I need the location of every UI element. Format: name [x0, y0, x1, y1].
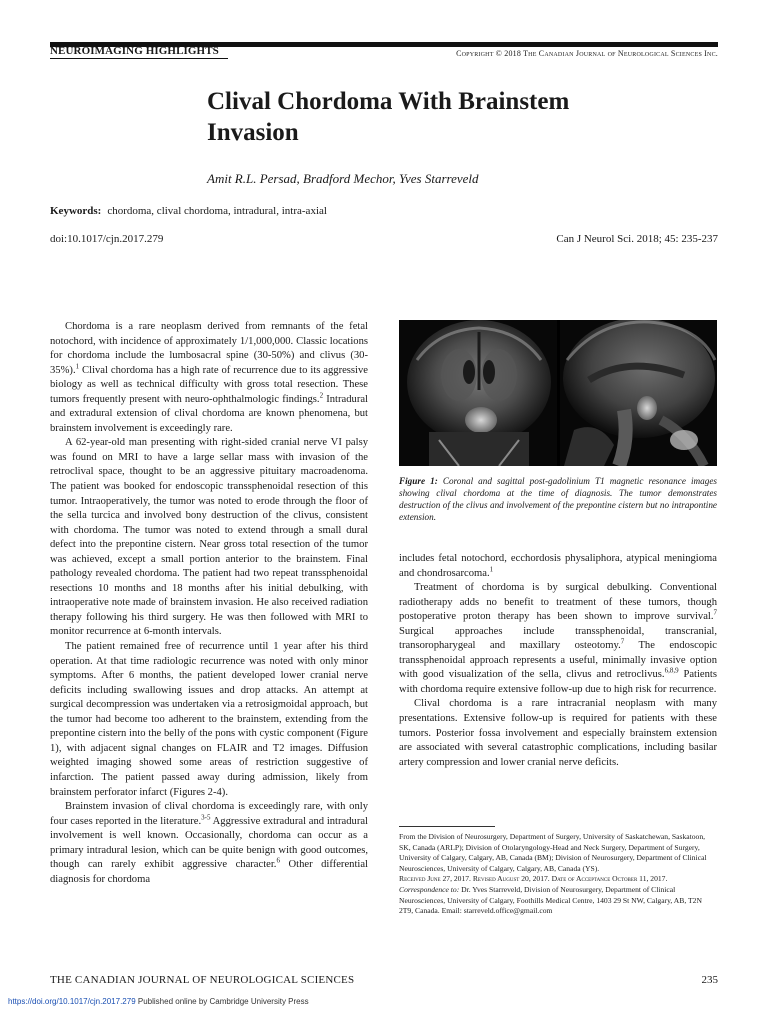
paragraph: Treatment of chordoma is by surgical debulking. Conventional radiotherapy adds no benefit to treatment of these tumors, though postoperative proton therapy has been shown to improve survival.$^7$ Surgical approaches include transsphenoidal, transcranial, transoropharygeal and maxillary osteotomy.$^7$ The endoscopic transsphenoidal approach represents a useful, minimally invasive option with good visualization of the sella, clivus and retroclivus.$^{6,8,9}$ Patients with chordoma require extensive follow-up due to high risk for recurrence.: [399, 582, 718, 695]
publication-line: [8, 997, 309, 1006]
affiliation-text: From the Division of Neurosurgery, Department of Surgery, University of Saskatchewan, Saskatoon, SK, Canada (ARLP); Division of Otolaryngology-Head and Neck Surgery, Department of Surgery, University of Calgary, Calgary, AB, Canada (BM); Division of Neurosurgery, Department of Clinical Neurosciences, University of Calgary, Calgary, AB, Canada (YS).: [399, 832, 707, 873]
received-dates: Received June 27, 2017. Revised August 20, 2017. Date of Acceptance October 11, 2017.: [399, 874, 668, 884]
figure-label: Figure 1:: [399, 476, 438, 486]
section-underline: [50, 58, 228, 59]
paragraph: Brainstem invasion of clival chordoma is exceedingly rare, with only four cases reported in the literature.$^{3-5}$ Aggressive extradural and intradural involvement is well known. Occasionally, chordoma can occur as a primary intradural lesion, which can be quite benign with good outcomes, though can rarely exhibit aggressive character.$^6$ Other differential diagnosis for chordoma: [50, 801, 368, 885]
reference-superscript: 2: [319, 391, 324, 400]
body-right-column: [399, 552, 717, 770]
footnote-rule: [399, 826, 495, 827]
paragraph: A 62-year-old man presenting with right-sided cranial nerve VI palsy was found on MRI to have a large sellar mass with invasion of the retroclival space, thought to be an aggressive pituitary macroadenoma. The patient was booked for endoscopic transsphenoidal resection of this tumor. Intraoperatively, the tumor was noted to erode through the floor of the sella turcica and involved bony destruction of the clivus, consistent with chordoma. The tumor was noted to extend through a small dural defect into the prepontine cistern. Near gross total resection of the tumor was achieved, except a small portion anterior to the brainstem. Final pathology revealed chordoma. The patient had two repeat transsphenoidal resections 10 months and 18 months after his initial debulking, with intraoperative note made of brainstem invasion. He also received radiation therapy following his third surgery. He was then followed with MRI to monitor recurrence at 6-month intervals.: [50, 437, 368, 638]
correspondence-text: Dr. Yves Starreveld, Division of Neurosurgery, Department of Clinical Neurosciences, University of Calgary, Foothills Medical Centre, 1403 29 St NW, Calgary, AB, T2N 2T9, Canada. Email: starreveld.office@gmail.com: [399, 884, 702, 916]
author-list: Amit R.L. Persad, Bradford Mechor, Yves Starreveld: [207, 171, 479, 186]
reference-superscript: 1: [75, 362, 80, 371]
paragraph: includes fetal notochord, ecchordosis physaliphora, atypical meningioma and chondrosarcoma.$^1$: [399, 553, 717, 579]
article-title: [207, 86, 677, 148]
reference-superscript: 3-5: [201, 813, 211, 822]
section-label: NEUROIMAGING HIGHLIGHTS: [50, 45, 219, 57]
body-left-column: [50, 320, 368, 887]
reference-superscript: 1: [489, 565, 494, 574]
mri-figure: [399, 320, 717, 466]
paragraph: Chordoma is a rare neoplasm derived from remnants of the fetal notochord, with incidence of approximately 1/1,000,000. Classic locations for chordoma include the lumbosacral spine (30-50%) and clivus (30-35%).$^1$ Clival chordoma has a high rate of recurrence due to its aggressive biology as well as technical difficulty with gross total resection. These tumors frequently present with neuro-ophthalmologic findings.$^2$ Intradural and extradural extension of clival chordoma are known phenomena, but brainstem involvement is exceedingly rare.: [50, 321, 368, 434]
title-line-1: Clival Chordoma With Brainstem: [207, 88, 570, 115]
doi: doi:10.1017/cjn.2017.279: [50, 233, 164, 245]
reference-superscript: 6,8,9: [664, 666, 679, 675]
paragraph: Clival chordoma is a rare intracranial neoplasm with many presentations. Extensive follow-up is required for patients with these tumors. Posterior fossa involvement and especially brainstem extension are associated with several catastrophic complications, including basilar artery compression and lower cranial nerve deficits.: [399, 698, 717, 768]
reference-superscript: 6: [276, 856, 280, 865]
mri-images: [399, 320, 717, 466]
correspondence-label: Correspondence to:: [399, 884, 460, 894]
copyright-line: Copyright © 2018 The Canadian Journal of Neurological Sciences Inc.: [456, 49, 718, 58]
figure-caption: [399, 475, 717, 523]
publisher-text: Published online by Cambridge University Press: [135, 997, 309, 1006]
keywords: [50, 205, 327, 217]
keywords-text: chordoma, clival chordoma, intradural, intra-axial: [107, 205, 327, 217]
affiliation-block: [399, 832, 717, 917]
doi-link[interactable]: https://doi.org/10.1017/cjn.2017.279: [8, 997, 136, 1006]
journal-name-footer: THE CANADIAN JOURNAL OF NEUROLOGICAL SCIENCES: [50, 974, 355, 986]
reference-superscript: 7: [620, 637, 625, 646]
correspondence: [399, 885, 717, 917]
page-number: 235: [701, 974, 718, 986]
paragraph: The patient remained free of recurrence until 1 year after his third operation. At that time radiologic recurrence was noted with only minor symptoms. After 6 months, the patient developed lower cranial nerve deficits including swallowing issues and drop attacks. An attempt at surgical decompression was undertaken via a retrosigmoidal approach, but the tumor had become too adherent to the brainstem, extending from the prepontine cistern into the belly of the pons with cystic component (Figure 1), with adjacent signal changes on FLAIR and T2 images. Diffusion weighted imaging showed some areas of restriction suggestive of infarction. The patient passed away during admission, likely from brainstem perforator infarct (Figures 2-4).: [50, 641, 368, 798]
reference-superscript: 7: [713, 608, 717, 617]
citation: Can J Neurol Sci. 2018; 45: 235-237: [556, 233, 718, 245]
keywords-label: Keywords:: [50, 205, 102, 217]
figure-caption-text: Coronal and sagittal post-gadolinium T1 magnetic resonance images showing clival chordoma at the time of diagnosis. The tumor demonstrates destruction of the clivus and involvement of the prepontine cistern but no intrapontine extension.: [399, 476, 717, 522]
title-line-2: Invasion: [207, 119, 299, 146]
